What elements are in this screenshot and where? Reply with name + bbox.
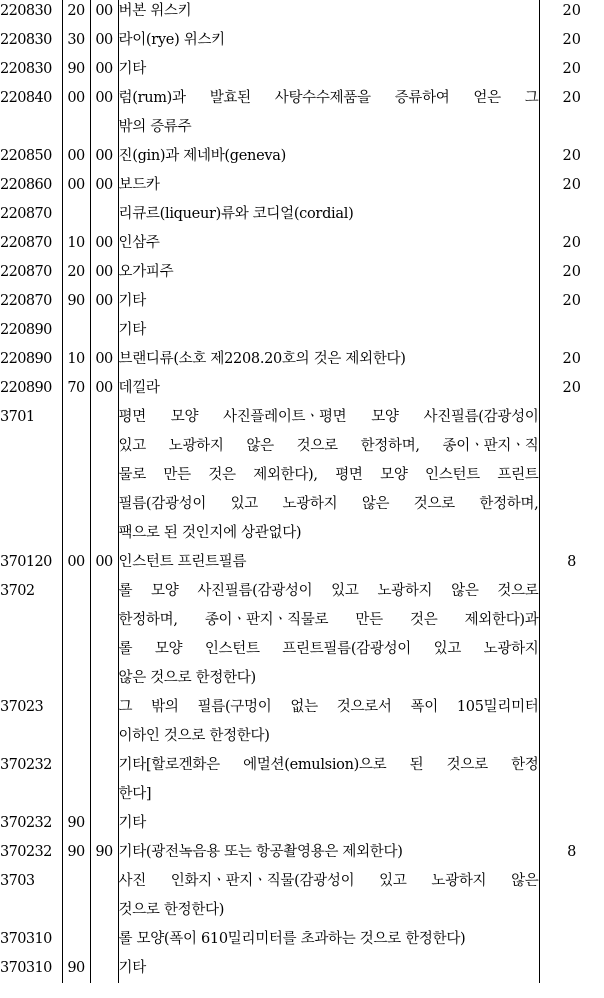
subheading-cell: 00 <box>62 171 90 200</box>
table-row <box>0 0 604 26</box>
description-line: 리큐르(liqueur)류와 코디얼(cordial) <box>118 206 354 222</box>
subheading-cell: 10 <box>62 345 90 374</box>
description-cell <box>118 548 539 577</box>
subheading-detail-cell: 90 <box>90 838 118 867</box>
hs-code-cell: 220830 <box>0 0 62 26</box>
description-line: 인스턴트 프린트필름 <box>118 554 247 570</box>
subheading-cell: 90 <box>62 809 90 838</box>
description-line: 오가피주 <box>118 264 174 280</box>
description-line: 기타 <box>118 815 146 831</box>
tariff-rate-cell: 20 <box>539 84 604 142</box>
table-row <box>0 374 604 403</box>
subheading-detail-cell: 00 <box>90 229 118 258</box>
description-line: 데낄라 <box>118 380 160 396</box>
tariff-rate-cell: 8 <box>539 838 604 867</box>
tariff-rate-cell: 20 <box>539 0 604 26</box>
subheading-detail-cell <box>90 316 118 345</box>
subheading-cell: 00 <box>62 548 90 577</box>
subheading-cell <box>62 200 90 229</box>
description-cell <box>118 171 539 200</box>
subheading-detail-cell: 00 <box>90 345 118 374</box>
subheading-cell <box>62 577 90 693</box>
description-line: 평면 모양 사진플레이트ㆍ평면 모양 사진필름(감광성이 <box>118 409 539 425</box>
subheading-detail-cell <box>90 577 118 693</box>
subheading-detail-cell <box>90 925 118 954</box>
tariff-rate-cell: 20 <box>539 345 604 374</box>
description-line: 팩으로 된 것인지에 상관없다) <box>118 525 302 541</box>
hs-code-cell: 370120 <box>0 548 62 577</box>
description-line: 기타 <box>118 322 146 338</box>
description-cell <box>118 867 539 925</box>
description-line: 그 밖의 필름(구멍이 없는 것으로서 폭이 105밀리미터 <box>118 699 539 715</box>
description-line: 진(gin)과 제네바(geneva) <box>118 148 286 164</box>
description-line: 밖의 증류주 <box>118 119 192 135</box>
tariff-rate-cell <box>539 751 604 809</box>
tariff-rate-cell: 20 <box>539 374 604 403</box>
subheading-detail-cell: 00 <box>90 374 118 403</box>
subheading-detail-cell <box>90 954 118 983</box>
description-cell <box>118 751 539 809</box>
table-row <box>0 287 604 316</box>
hs-code-cell: 220870 <box>0 287 62 316</box>
subheading-cell <box>62 867 90 925</box>
hs-code-cell: 220890 <box>0 345 62 374</box>
subheading-detail-cell <box>90 403 118 548</box>
subheading-cell: 90 <box>62 55 90 84</box>
table-row <box>0 316 604 345</box>
subheading-detail-cell <box>90 867 118 925</box>
description-line: 롤 모양(폭이 610밀리미터를 초과하는 것으로 한정한다) <box>118 931 466 947</box>
description-line: 기타 <box>118 61 146 77</box>
subheading-detail-cell <box>90 751 118 809</box>
hs-code-cell: 370232 <box>0 751 62 809</box>
description-cell <box>118 142 539 171</box>
tariff-rate-cell: 8 <box>539 548 604 577</box>
subheading-cell: 00 <box>62 84 90 142</box>
description-line: 인삼주 <box>118 235 160 251</box>
hs-code-cell: 220870 <box>0 258 62 287</box>
tariff-rate-cell <box>539 867 604 925</box>
hs-code-cell: 220870 <box>0 200 62 229</box>
hs-code-cell: 3702 <box>0 577 62 693</box>
subheading-cell <box>62 693 90 751</box>
description-line: 버본 위스키 <box>118 3 192 19</box>
tariff-rate-cell <box>539 403 604 548</box>
description-cell <box>118 229 539 258</box>
hs-code-cell: 220870 <box>0 229 62 258</box>
hs-code-cell: 37023 <box>0 693 62 751</box>
subheading-cell: 70 <box>62 374 90 403</box>
hs-code-cell: 220850 <box>0 142 62 171</box>
hs-code-cell: 220840 <box>0 84 62 142</box>
hs-code-cell: 220860 <box>0 171 62 200</box>
subheading-cell: 10 <box>62 229 90 258</box>
description-line: 한다] <box>118 786 152 802</box>
description-cell <box>118 345 539 374</box>
table-row <box>0 867 604 925</box>
subheading-detail-cell: 00 <box>90 548 118 577</box>
table-row <box>0 200 604 229</box>
tariff-rate-cell: 20 <box>539 55 604 84</box>
tariff-rate-cell <box>539 954 604 983</box>
hs-code-cell: 370232 <box>0 809 62 838</box>
description-line: 필름(감광성이 있고 노광하지 않은 것으로 한정하며, <box>118 496 539 512</box>
table-row <box>0 751 604 809</box>
description-cell <box>118 693 539 751</box>
table-row <box>0 809 604 838</box>
description-cell <box>118 55 539 84</box>
tariff-rate-cell <box>539 577 604 693</box>
description-cell <box>118 258 539 287</box>
table-row <box>0 171 604 200</box>
hs-code-cell: 220890 <box>0 374 62 403</box>
subheading-detail-cell: 00 <box>90 26 118 55</box>
description-line: 물로 만든 것은 제외한다), 평면 모양 인스턴트 프린트 <box>118 467 539 483</box>
subheading-cell <box>62 403 90 548</box>
description-cell <box>118 374 539 403</box>
description-cell <box>118 577 539 693</box>
hs-code-cell: 220830 <box>0 55 62 84</box>
subheading-cell <box>62 751 90 809</box>
table-row <box>0 577 604 693</box>
description-cell <box>118 809 539 838</box>
hs-code-cell: 370310 <box>0 954 62 983</box>
table-row <box>0 258 604 287</box>
hs-code-cell: 220830 <box>0 26 62 55</box>
hs-code-cell: 3701 <box>0 403 62 548</box>
description-cell <box>118 954 539 983</box>
tariff-rate-cell: 20 <box>539 171 604 200</box>
description-line: 기타(광전녹음용 또는 항공촬영용은 제외한다) <box>118 844 403 860</box>
subheading-cell: 30 <box>62 26 90 55</box>
description-cell <box>118 838 539 867</box>
tariff-rate-cell <box>539 925 604 954</box>
subheading-cell: 90 <box>62 287 90 316</box>
table-row <box>0 838 604 867</box>
subheading-cell: 20 <box>62 0 90 26</box>
tariff-rate-cell: 20 <box>539 258 604 287</box>
table-row <box>0 229 604 258</box>
description-cell <box>118 84 539 142</box>
description-line: 라이(rye) 위스키 <box>118 32 225 48</box>
description-line: 롤 모양 사진필름(감광성이 있고 노광하지 않은 것으로 <box>118 583 539 599</box>
tariff-rate-cell: 20 <box>539 287 604 316</box>
subheading-cell <box>62 925 90 954</box>
tariff-rate-cell <box>539 809 604 838</box>
table-row <box>0 925 604 954</box>
tariff-rate-cell: 20 <box>539 26 604 55</box>
description-line: 있고 노광하지 않은 것으로 한정하며, 종이ㆍ판지ㆍ직 <box>118 438 539 454</box>
description-line: 롤 모양 인스턴트 프린트필름(감광성이 있고 노광하지 <box>118 641 539 657</box>
tariff-rate-cell <box>539 693 604 751</box>
description-cell <box>118 200 539 229</box>
description-line: 한정하며, 종이ㆍ판지ㆍ직물로 만든 것은 제외한다)과 <box>118 612 539 628</box>
description-line: 브랜디류(소호 제2208.20호의 것은 제외한다) <box>118 351 406 367</box>
subheading-detail-cell: 00 <box>90 287 118 316</box>
subheading-cell: 90 <box>62 838 90 867</box>
table-row <box>0 693 604 751</box>
table-row <box>0 954 604 983</box>
description-line: 보드카 <box>118 177 160 193</box>
description-line: 것으로 한정한다) <box>118 902 225 918</box>
description-line: 않은 것으로 한정한다) <box>118 670 256 686</box>
description-line: 기타 <box>118 293 146 309</box>
subheading-cell: 00 <box>62 142 90 171</box>
subheading-detail-cell: 00 <box>90 84 118 142</box>
subheading-detail-cell: 00 <box>90 55 118 84</box>
hs-code-cell: 3703 <box>0 867 62 925</box>
subheading-cell: 20 <box>62 258 90 287</box>
subheading-detail-cell <box>90 200 118 229</box>
tariff-rate-cell <box>539 200 604 229</box>
description-cell <box>118 925 539 954</box>
hs-code-cell: 370232 <box>0 838 62 867</box>
subheading-detail-cell: 00 <box>90 0 118 26</box>
table-row <box>0 84 604 142</box>
hs-code-cell: 220890 <box>0 316 62 345</box>
subheading-cell: 90 <box>62 954 90 983</box>
table-row <box>0 345 604 374</box>
description-line: 기타 <box>118 960 146 976</box>
tariff-rate-cell <box>539 316 604 345</box>
subheading-detail-cell: 00 <box>90 258 118 287</box>
tariff-rate-cell: 20 <box>539 229 604 258</box>
subheading-detail-cell <box>90 809 118 838</box>
description-cell <box>118 26 539 55</box>
description-cell <box>118 287 539 316</box>
table-row <box>0 403 604 548</box>
description-line: 사진 인화지ㆍ판지ㆍ직물(감광성이 있고 노광하지 않은 <box>118 873 539 889</box>
hs-code-cell: 370310 <box>0 925 62 954</box>
description-cell <box>118 403 539 548</box>
table-row <box>0 548 604 577</box>
tariff-rate-cell: 20 <box>539 142 604 171</box>
description-cell <box>118 0 539 26</box>
subheading-cell <box>62 316 90 345</box>
description-line: 럼(rum)과 발효된 사탕수수제품을 증류하여 얻은 그 <box>118 90 539 106</box>
table-row <box>0 55 604 84</box>
subheading-detail-cell: 00 <box>90 142 118 171</box>
description-cell <box>118 316 539 345</box>
table-row <box>0 142 604 171</box>
table-row <box>0 26 604 55</box>
description-line: 이하인 것으로 한정한다) <box>118 728 270 744</box>
subheading-detail-cell <box>90 693 118 751</box>
subheading-detail-cell: 00 <box>90 171 118 200</box>
description-line: 기타[할로겐화은 에멀션(emulsion)으로 된 것으로 한정 <box>118 757 539 773</box>
